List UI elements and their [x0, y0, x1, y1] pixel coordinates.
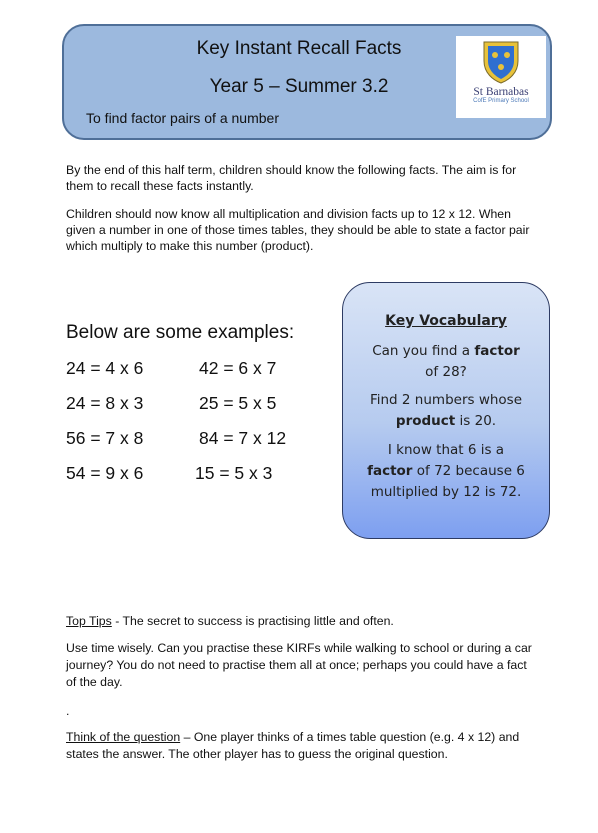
key-vocabulary-box	[342, 282, 550, 539]
vocab-question-2-line-1: Find 2 numbers whose	[369, 392, 523, 408]
vocab-question-2-line-2	[343, 411, 549, 432]
objective-text: To find factor pairs of a number	[86, 110, 279, 126]
vocab-statement-line-1: I know that 6 is a	[387, 442, 505, 458]
top-tips-label: Top Tips	[66, 614, 112, 628]
think-text: – One player thinks of a times table question (e.g. 4 x 12) and states the answer. The other player has to guess the original question.	[66, 730, 520, 761]
vocab-q2-bold: product	[395, 413, 456, 429]
example-left-1: 24 = 4 x 6	[66, 358, 144, 378]
shield-crest-icon	[481, 39, 521, 85]
example-right-4: 15 = 5 x 3	[195, 463, 273, 483]
example-right-3: 84 = 7 x 12	[199, 428, 287, 448]
separator-dot: .	[66, 704, 70, 718]
logo-school-subtext: CofE Primary School	[473, 98, 529, 104]
vocab-q3-bold: factor	[367, 463, 413, 479]
school-logo	[456, 36, 546, 118]
example-right-1: 42 = 6 x 7	[199, 358, 277, 378]
vocab-statement-line-3: multiplied by 12 is 72.	[370, 484, 522, 500]
example-left-2: 24 = 8 x 3	[66, 393, 144, 413]
intro-paragraph-2: Children should now know all multiplication and division facts up to 12 x 12. When given a number in one of those times tables, they should be able to state a factor pair which multiply to make this number (product).	[66, 207, 530, 253]
logo-school-name: St Barnabas	[473, 86, 529, 98]
page-title: Key Instant Recall Facts	[196, 38, 402, 59]
vocab-q1-bold: factor	[474, 343, 520, 359]
example-left-4: 54 = 9 x 6	[66, 463, 144, 483]
header-box	[62, 24, 552, 140]
vocab-question-1-line-2: of 28?	[425, 364, 467, 380]
example-right-2: 25 = 5 x 5	[199, 393, 277, 413]
think-of-the-question-paragraph	[66, 729, 536, 763]
intro-paragraph-1: By the end of this half term, children should know the following facts. The aim is for them to recall these facts instantly.	[66, 163, 517, 193]
examples-heading: Below are some examples:	[66, 322, 295, 343]
time-wisely-paragraph: Use time wisely. Can you practise these KIRFs while walking to school or during a car journey? You do not need to practise them all at once; perhaps you could have a fact of the day.	[66, 641, 532, 689]
top-tips-text: - The secret to success is practising little and often.	[111, 614, 394, 628]
vocab-q1-text: Can you find a	[372, 343, 475, 359]
think-label: Think of the question	[66, 730, 181, 744]
page-subtitle: Year 5 – Summer 3.2	[209, 76, 389, 97]
vocab-statement-line-2	[343, 461, 549, 482]
vocabulary-title: Key Vocabulary	[385, 313, 507, 329]
vocab-q3-text: of 72 because 6	[412, 463, 525, 479]
top-tips-line	[66, 613, 536, 630]
example-left-3: 56 = 7 x 8	[66, 428, 144, 448]
vocab-q2-text: is 20.	[455, 413, 497, 429]
vocab-question-1-line-1	[343, 341, 549, 362]
